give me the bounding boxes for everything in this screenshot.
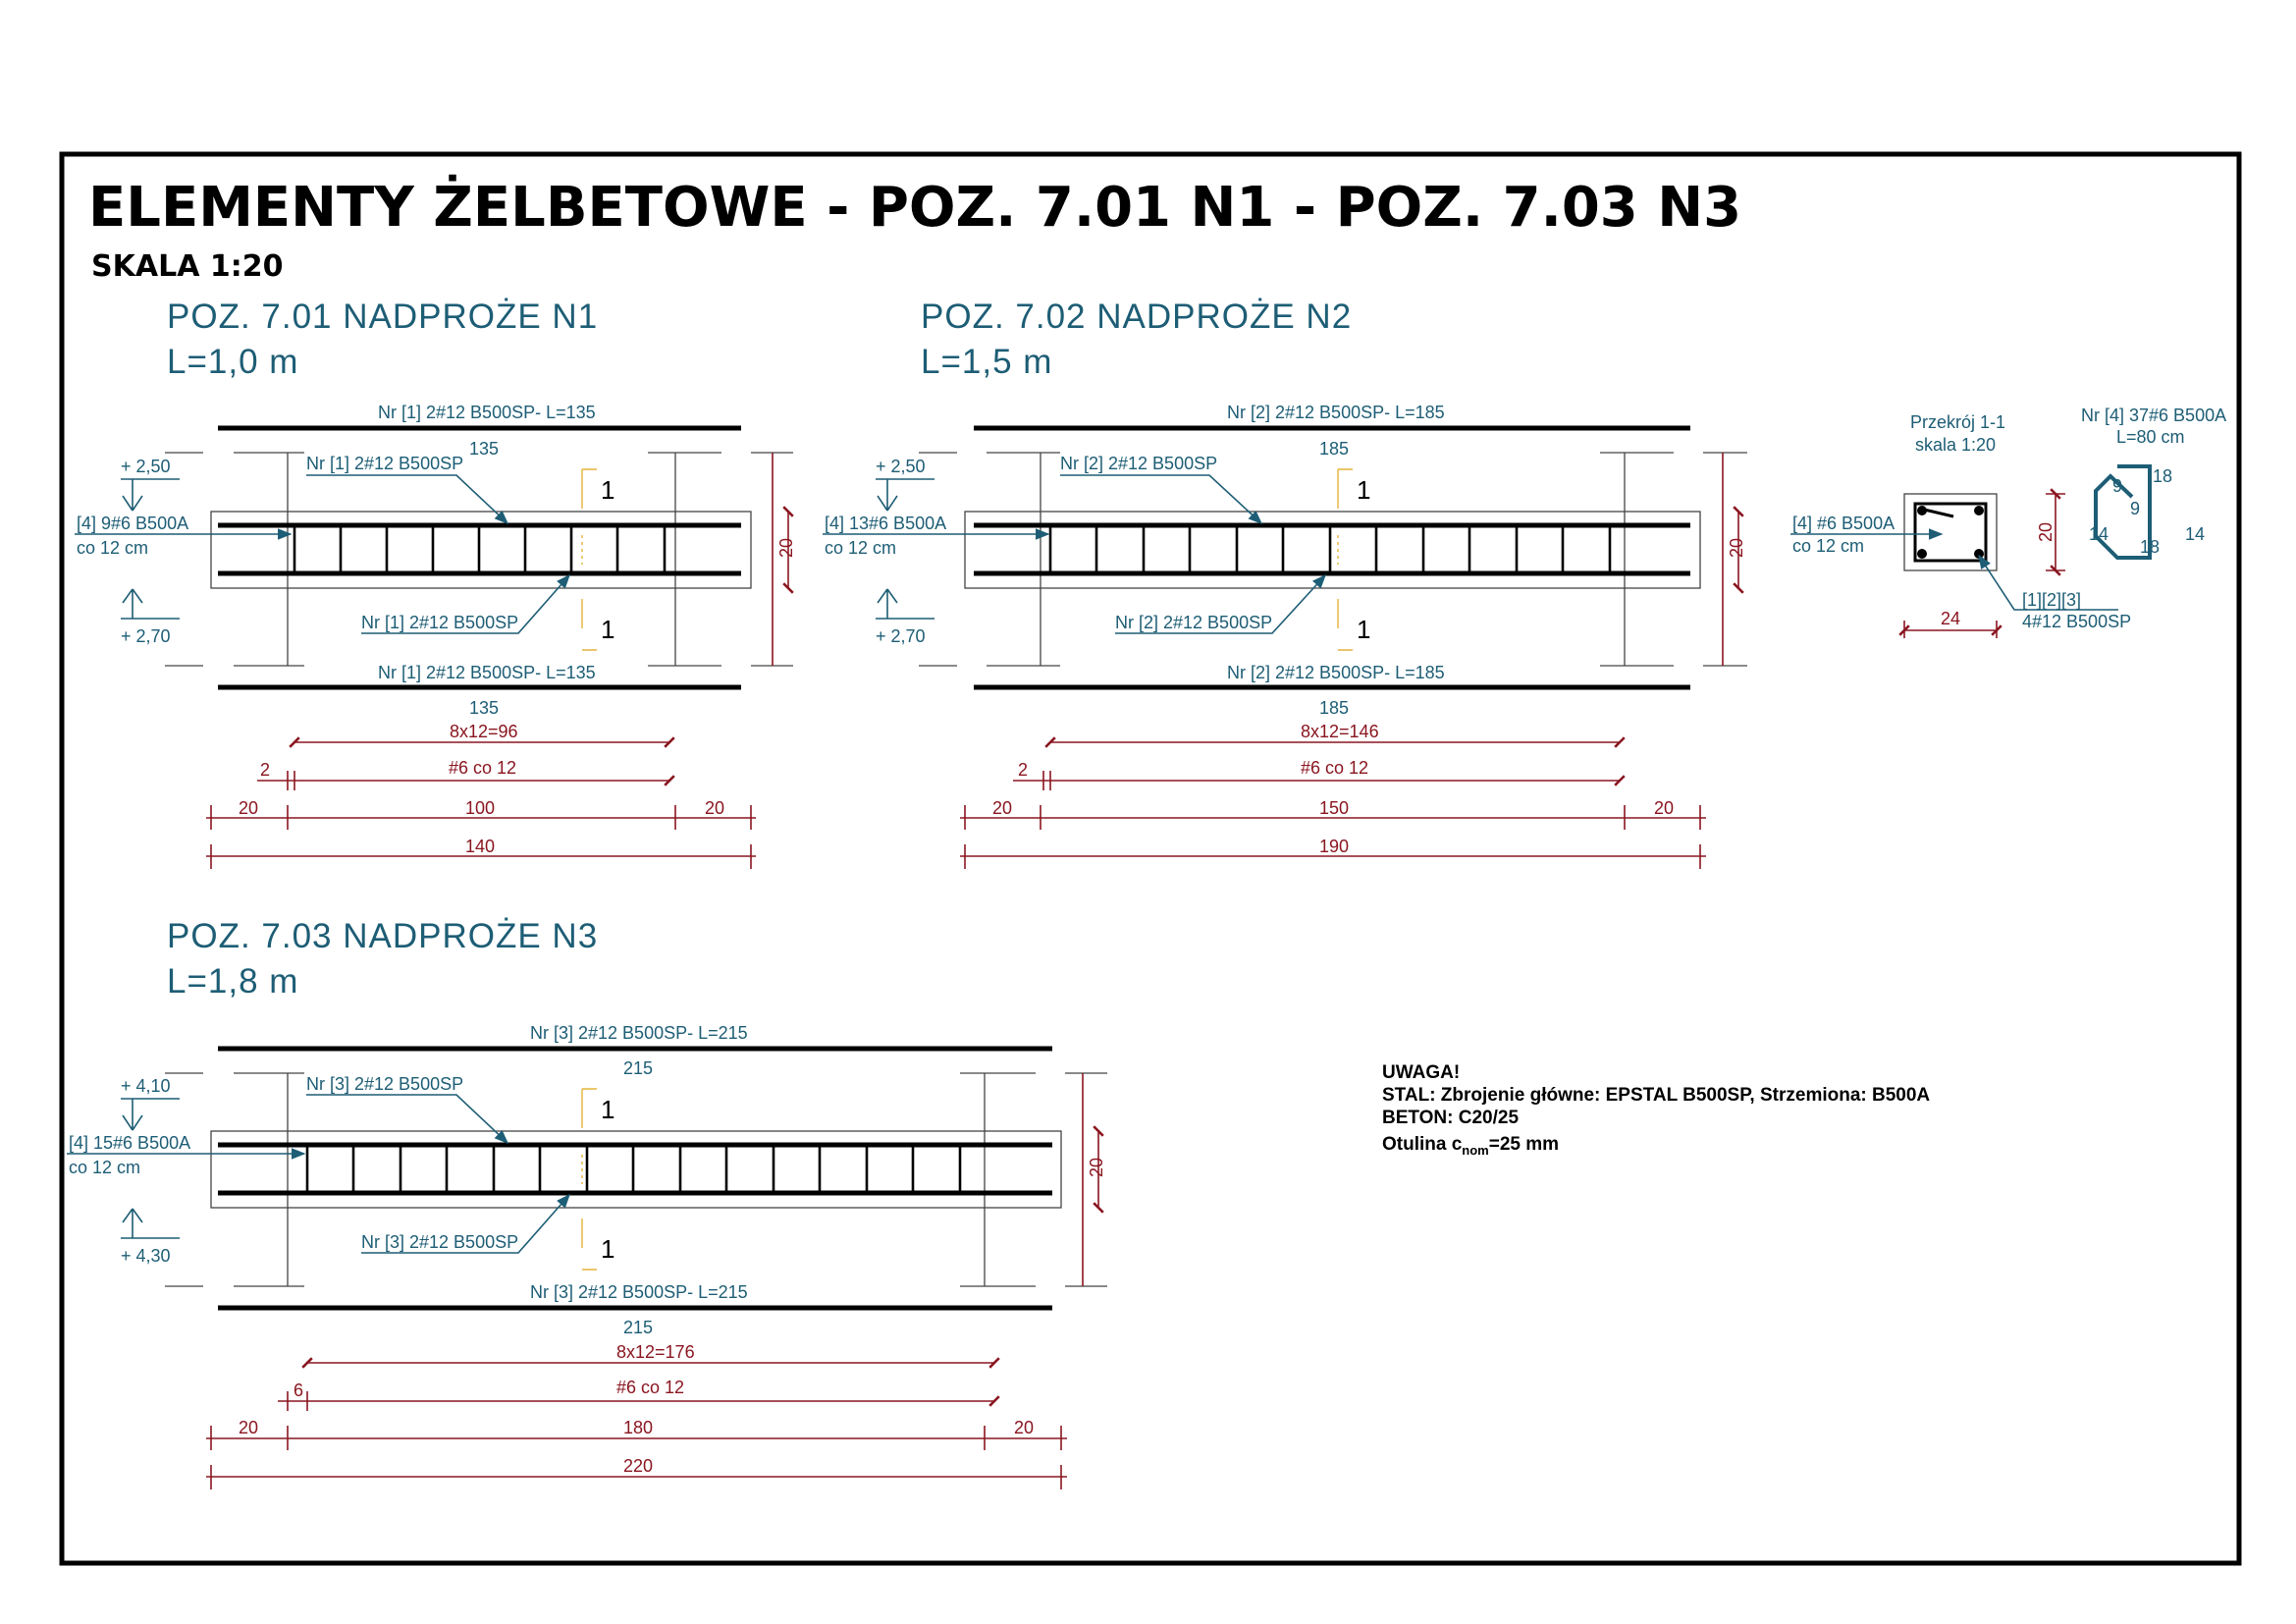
beam-n2-stirrup-spacing: co 12 cm (825, 538, 897, 558)
beam-n3-upper-leader: Nr [3] 2#12 B500SP (306, 1074, 464, 1094)
beam-n1-stirrup-spacing: co 12 cm (77, 538, 149, 558)
beam-n3-dim-right: 20 (1014, 1418, 1035, 1437)
beam-n2-section-top: 1 (1357, 475, 1371, 505)
beam-n3-stirrup-spacing: co 12 cm (69, 1158, 141, 1177)
beam-n1-dim-left: 20 (239, 798, 259, 818)
beam-n1-drawing (75, 298, 796, 869)
beam-n1-dim-total: 140 (465, 837, 496, 856)
section-stirrup-label: [4] #6 B500A (1792, 514, 1896, 533)
beam-n1-top-dim: 135 (469, 439, 500, 459)
beam-n3-section-bottom: 1 (601, 1234, 615, 1264)
beam-n1-level-top: + 2,50 (121, 457, 171, 476)
section-bars-ref: [1][2][3] (2022, 590, 2082, 610)
beam-n2-stirrup-label: [4] 13#6 B500A (825, 514, 947, 533)
section-title: Przekrój 1-1 (1910, 412, 2006, 432)
beam-n2-level-bottom: + 2,70 (876, 626, 926, 646)
beam-n3-bottom-bar-label: Nr [3] 2#12 B500SP- L=215 (530, 1282, 748, 1302)
beam-n2-section-bottom: 1 (1357, 615, 1371, 644)
beam-n3-dim-stirrup-first: 6 (294, 1380, 304, 1400)
beam-n3-dim-total: 220 (623, 1456, 654, 1476)
beam-n1-top-bar-label: Nr [1] 2#12 B500SP- L=135 (378, 403, 596, 422)
notes-cover: Otulina $c_{nom}=25$ mm (1382, 1134, 1560, 1158)
beam-n3-stirrups (307, 1145, 960, 1193)
beam-n2-drawing (823, 298, 1747, 869)
beam-n1-dim-stirrup-total: 8x12=96 (450, 722, 518, 741)
beam-n1-dim-right: 20 (705, 798, 725, 818)
notes-steel: STAL: Zbrojenie główne: EPSTAL B500SP, Strzemiona: B500A (1382, 1085, 1931, 1106)
section-bars-label: 4#12 B500SP (2022, 612, 2132, 631)
beam-n1-bottom-bar-label: Nr [1] 2#12 B500SP- L=135 (378, 663, 596, 682)
stirrup-shape-right: 14 (2185, 524, 2206, 544)
notes-block (1382, 1062, 1930, 1158)
beam-n3-length: L=1,8 m (167, 962, 299, 1001)
beam-n1-dim-mid: 100 (465, 798, 496, 818)
beam-n2-lower-leader: Nr [2] 2#12 B500SP (1115, 613, 1273, 632)
beam-n2-dim-total: 190 (1319, 837, 1350, 856)
notes-heading: UWAGA! (1382, 1062, 1461, 1083)
beam-n2-dim-right: 20 (1654, 798, 1675, 818)
beam-n1-dim-stirrup-spacing: #6 co 12 (449, 758, 517, 778)
beam-n2-top-bar-label: Nr [2] 2#12 B500SP- L=185 (1227, 403, 1445, 422)
beam-n1-level-bottom: + 2,70 (121, 626, 171, 646)
sheet-title: ELEMENTY ŻELBETOWE - POZ. 7.01 N1 - POZ. 7.03 N3 (88, 176, 1742, 240)
cross-section-1-1 (1790, 412, 2131, 638)
beam-n1-section-top: 1 (601, 475, 615, 505)
beam-n3-stirrup-label: [4] 15#6 B500A (69, 1133, 191, 1153)
beam-n3-bottom-dim: 215 (623, 1318, 654, 1337)
stirrup-shape-length: L=80 cm (2116, 427, 2185, 447)
beam-n3-level-bottom: + 4,30 (121, 1246, 171, 1266)
beam-n1-bottom-dim: 135 (469, 698, 500, 718)
beam-n2-top-dim: 185 (1319, 439, 1350, 459)
beam-n1-lower-leader: Nr [1] 2#12 B500SP (361, 613, 519, 632)
beam-n1-length: L=1,0 m (167, 343, 299, 381)
stirrup-shape-left: 14 (2089, 524, 2109, 544)
beam-n1-height: 20 (776, 537, 796, 558)
drawing-frame (62, 154, 2239, 1563)
beam-n2-dim-stirrup-first: 2 (1018, 760, 1029, 780)
beam-n2-length: L=1,5 m (921, 343, 1053, 381)
stirrup-shape-top: 18 (2153, 466, 2173, 486)
beam-n3-dim-mid: 180 (623, 1418, 654, 1437)
beam-n2-dim-mid: 150 (1319, 798, 1350, 818)
notes-concrete: BETON: C20/25 (1382, 1108, 1520, 1128)
beam-n2-stirrups (1050, 525, 1610, 573)
beam-n1-upper-leader: Nr [1] 2#12 B500SP (306, 454, 464, 473)
beam-n1-stirrups (294, 525, 665, 573)
beam-n2-dim-stirrup-total: 8x12=146 (1301, 722, 1379, 741)
beam-n3-dim-stirrup-spacing: #6 co 12 (616, 1378, 685, 1397)
stirrup-shape-label: Nr [4] 37#6 B500A (2081, 406, 2227, 425)
beam-n3-top-dim: 215 (623, 1058, 654, 1078)
beam-n3-lower-leader: Nr [3] 2#12 B500SP (361, 1232, 519, 1252)
beam-n2-dim-left: 20 (992, 798, 1013, 818)
beam-n1-title: POZ. 7.01 NADPROŻE N1 (167, 298, 599, 336)
stirrup-shape-hook-b: 9 (2130, 499, 2141, 518)
beam-n2-title: POZ. 7.02 NADPROŻE N2 (921, 298, 1353, 336)
section-width: 24 (1941, 609, 1961, 628)
beam-n3-title: POZ. 7.03 NADPROŻE N3 (167, 917, 599, 955)
beam-n3-dim-left: 20 (239, 1418, 259, 1437)
beam-n3-height: 20 (1087, 1157, 1106, 1177)
section-height: 20 (2036, 521, 2056, 542)
stirrup-shape-hook-a: 9 (2112, 476, 2123, 496)
beam-n2-bottom-dim: 185 (1319, 698, 1350, 718)
beam-n2-upper-leader: Nr [2] 2#12 B500SP (1060, 454, 1218, 473)
stirrup-shape (2081, 406, 2226, 558)
beam-n3-section-top: 1 (601, 1095, 615, 1124)
scale-label: SKALA 1:20 (91, 249, 284, 284)
beam-n1-dim-stirrup-first: 2 (260, 760, 271, 780)
section-scale: skala 1:20 (1915, 435, 1997, 455)
beam-n1-stirrup-label: [4] 9#6 B500A (77, 514, 189, 533)
beam-n2-bottom-bar-label: Nr [2] 2#12 B500SP- L=185 (1227, 663, 1445, 682)
beam-n2-level-top: + 2,50 (876, 457, 926, 476)
beam-n2-height: 20 (1727, 537, 1746, 558)
beam-n1-section-bottom: 1 (601, 615, 615, 644)
beam-n3-level-top: + 4,10 (121, 1076, 171, 1096)
beam-n3-drawing (67, 917, 1107, 1489)
stirrup-shape-bottom: 18 (2140, 537, 2161, 557)
beam-n3-dim-stirrup-total: 8x12=176 (616, 1342, 695, 1362)
section-stirrup-spacing: co 12 cm (1792, 536, 1865, 556)
beam-n2-dim-stirrup-spacing: #6 co 12 (1301, 758, 1369, 778)
beam-n3-top-bar-label: Nr [3] 2#12 B500SP- L=215 (530, 1023, 748, 1043)
